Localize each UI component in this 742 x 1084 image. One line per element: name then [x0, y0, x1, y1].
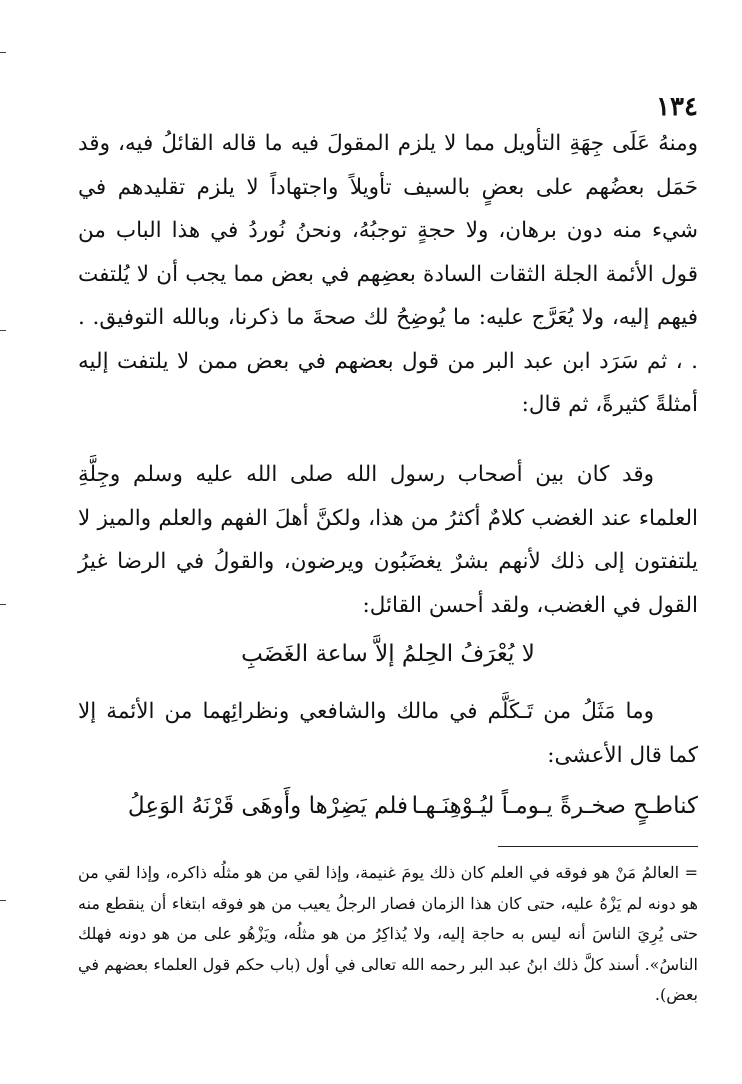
verse-second-hemistich: فلم يَضِرْها وأَوهَى قَرْنَهُ الوَعِلُ	[127, 793, 408, 819]
footnote: = العالمُ مَنْ هو فوقه في العلم كان ذلك يومَ غنيمة، وإذا لقي من هو مثلُه ذاكره، وإذا لقي من هو دونه لم يَزْهُ عليه، حتى كان هذا الزمان فصار الرجلُ يعيب من هو فوقه ابتغاء أن ينقطع منه حتى يُرِيَ الناسَ أنه ليس به حاجة إليه، ولا يُذاكِرُ من هو مثلُه، ويَزْهُو على من هو دونه فهلك الناسُ». أسند كلَّ ذلك ابنُ عبد البر رحمه الله تعالى في أول (باب حكم قول العلماء بعضهم في بعض).	[78, 863, 698, 1004]
page-number: ١٣٤	[656, 92, 698, 122]
paragraph-companions-anger: وقد كان بين أصحاب رسول الله صلى الله عليه وسلم وجِلَّةِ العلماء عند الغضب كلامٌ أكثرُ من هذا، ولكنَّ أهلَ الفهم والعلم والميز لا يلتفتون إلى ذلك لأنهم بشرٌ يغضَبُون ويرضون، والقولُ في الرضا غيرُ القول في الغضب، ولقد أحسن القائل:	[78, 462, 698, 618]
paragraph-quote-continuation: ومنهُ عَلَى جِهَةِ التأويل مما لا يلزم المقولَ فيه ما قاله القائلُ فيه، وقد حَمَل بعضُهم على بعضٍ بالسيف تأويلاً واجتهاداً لا يلزم تقليدهم في شيء منه دون برهان، ولا حجةٍ توجبُهُ، ونحنُ نُوردُ في هذا الباب من قول الأئمة الجلة الثقات السادة بعضِهم في بعض مما يجب أن لا يُلتفت فيهم إليه، ولا يُعَرَّج عليه: ما يُوضِحُ لك صحةَ ما ذكرنا، وبالله التوفيق. . . ، ثم سَرَد ابن عبد البر من قول بعضهم في بعض ممن لا يلتفت إليه أمثلةً كثيرةً، ثم قال:	[78, 131, 698, 417]
book-page	[78, 0, 698, 1084]
verse-first-hemistich: كناطـحٍ صخـرةً يـومـاً ليُـوْهِنَـهـا	[411, 793, 698, 819]
margin-tick	[0, 52, 6, 53]
paragraph-malik-shafii: وما مَثَلُ من تَـكَلَّم في مالك والشافعي ونظرائِهما من الأئمة إلا كما قال الأعشى:	[78, 699, 698, 768]
margin-tick	[0, 604, 6, 605]
margin-tick	[0, 900, 6, 901]
poetry-verse-half-line: لا يُعْرَفُ الحِلمُ إلاَّ ساعة الغَضَبِ	[241, 641, 535, 667]
margin-tick	[0, 330, 6, 331]
footnote-separator	[498, 846, 698, 847]
